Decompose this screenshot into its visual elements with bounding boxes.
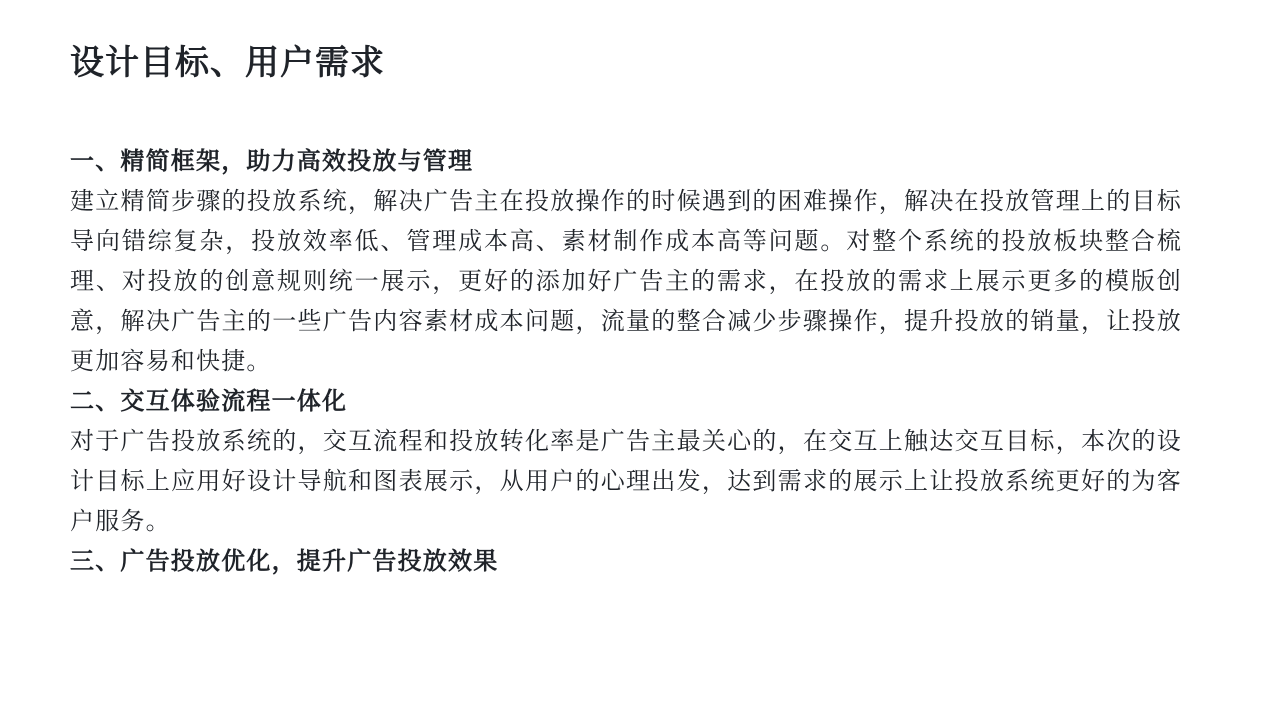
content-block xyxy=(70,142,1182,582)
section-2-body: 对于广告投放系统的，交互流程和投放转化率是广告主最关心的，在交互上触达交互目标，本次的设计目标上应用好设计导航和图表展示，从用户的心理出发，达到需求的展示上让投放系统更好的为客户服务。 xyxy=(70,428,1182,535)
section-1-heading: 一、精简框架，助力高效投放与管理 xyxy=(70,148,474,175)
section-3-heading: 三、广告投放优化，提升广告投放效果 xyxy=(70,548,499,575)
section-2-heading: 二、交互体验流程一体化 xyxy=(70,388,348,415)
section-1-body: 建立精简步骤的投放系统，解决广告主在投放操作的时候遇到的困难操作，解决在投放管理上的目标导向错综复杂，投放效率低、管理成本高、素材制作成本高等问题。对整个系统的投放板块整合梳理、对投放的创意规则统一展示，更好的添加好广告主的需求，在投放的需求上展示更多的模版创意，解决广告主的一些广告内容素材成本问题，流量的整合减少步骤操作，提升投放的销量，让投放更加容易和快捷。 xyxy=(70,188,1182,375)
page-title: 设计目标、用户需求 xyxy=(70,44,385,82)
